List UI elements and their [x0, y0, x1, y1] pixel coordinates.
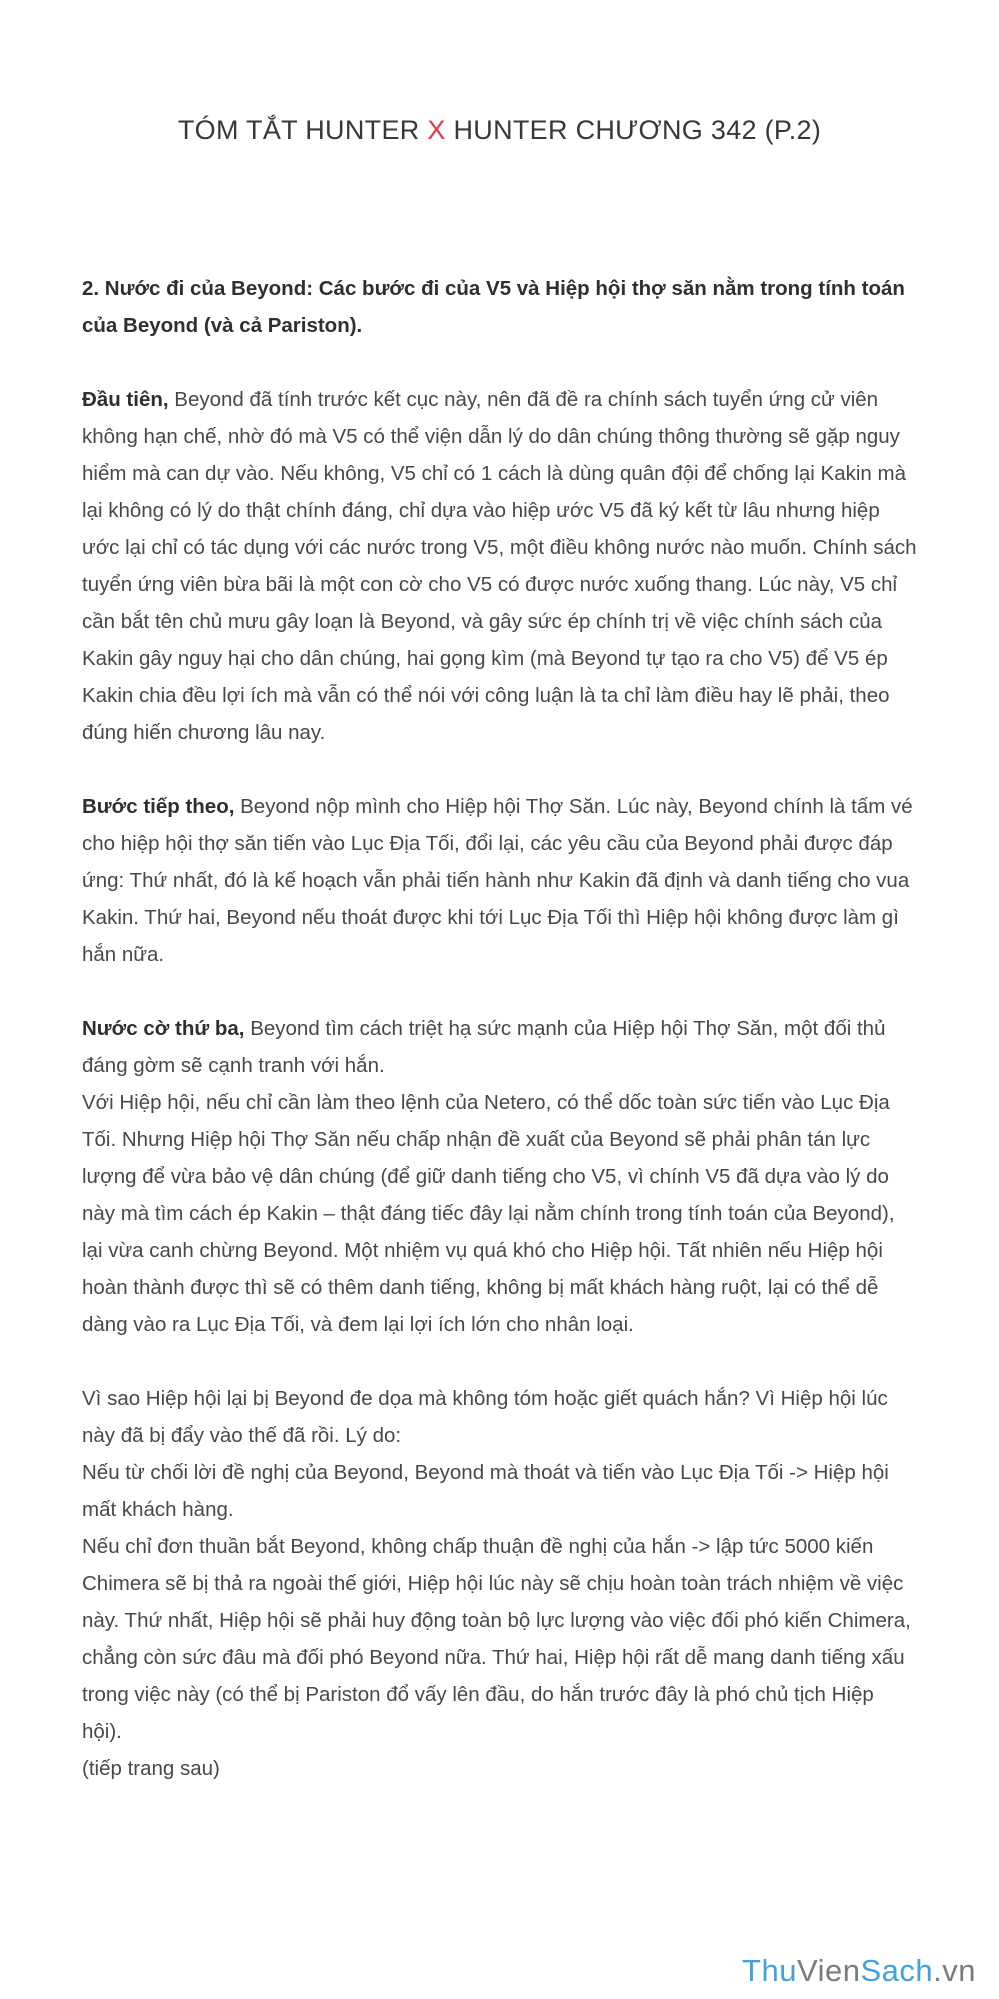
paragraph-next-step [82, 788, 918, 973]
paragraph-first-move-lead: Đầu tiên, [82, 388, 169, 411]
article-body [82, 270, 918, 1787]
paragraph-third-move-text-a: Beyond tìm cách triệt hạ sức mạnh của Hiệp hội Thợ Săn, một đối thủ đáng gờm sẽ cạnh tranh với hắn. [82, 1017, 886, 1077]
to-be-continued-note: (tiếp trang sau) [82, 1757, 220, 1780]
paragraph-why-threatened [82, 1380, 918, 1787]
paragraph-why-threatened-text-a: Vì sao Hiệp hội lại bị Beyond đe dọa mà không tóm hoặc giết quách hắn? Vì Hiệp hội lúc này đã bị đẩy vào thế đã rồi. Lý do: [82, 1387, 888, 1447]
page-title-pre: TÓM TẮT HUNTER [177, 115, 428, 145]
paragraph-next-step-lead: Bước tiếp theo, [82, 795, 235, 818]
page-title [20, 112, 979, 148]
logo-part-vien: Vien [796, 1953, 861, 1988]
paragraph-third-move [82, 1010, 918, 1343]
paragraph-first-move-text: Beyond đã tính trước kết cục này, nên đã đề ra chính sách tuyển ứng cử viên không hạn chế, nhờ đó mà V5 có thể viện dẫn lý do dân chúng thông thường sẽ gặp nguy hiểm mà can dự vào. Nếu không, V5 chỉ có 1 cách là dùng quân đội để chống lại Kakin mà lại không có lý do thật chính đáng, chỉ dựa vào hiệp ước V5 đã ký kết từ lâu nhưng hiệp ước lại chỉ có tác dụng với các nước trong V5, một điều không nước nào muốn. Chính sách tuyển ứng viên bừa bãi là một con cờ cho V5 có được nước xuống thang. Lúc này, V5 chỉ cần bắt tên chủ mưu gây loạn là Beyond, và gây sức ép chính trị về việc chính sách của Kakin gây nguy hại cho dân chúng, hai gọng kìm (mà Beyond tự tạo ra cho V5) để V5 ép Kakin chia đều lợi ích mà vẫn có thể nói với công luận là ta chỉ làm điều hay lẽ phải, theo đúng hiến chương lâu nay. [82, 388, 917, 744]
paragraph-third-move-text-b: Với Hiệp hội, nếu chỉ cần làm theo lệnh của Netero, có thể dốc toàn sức tiến vào Lục Địa Tối. Nhưng Hiệp hội Thợ Săn nếu chấp nhận đề xuất của Beyond sẽ phải phân tán lực lượng để vừa bảo vệ dân chúng (để giữ danh tiếng cho V5, vì chính V5 đã dựa vào lý do này mà tìm cách ép Kakin – thật đáng tiếc đây lại nằm chính trong tính toán của Beyond), lại vừa canh chừng Beyond. Một nhiệm vụ quá khó cho Hiệp hội. Tất nhiên nếu Hiệp hội hoàn thành được thì sẽ có thêm danh tiếng, không bị mất khách hàng ruột, lại có thể dễ dàng vào ra Lục Địa Tối, và đem lại lợi ích lớn cho nhân loại. [82, 1091, 895, 1336]
page-title-x-red: X [427, 115, 446, 145]
section-heading: 2. Nước đi của Beyond: Các bước đi của V5 và Hiệp hội thợ săn nằm trong tính toán của Beyond (và cả Pariston). [82, 277, 905, 337]
paragraph-first-move [82, 381, 918, 751]
paragraph-why-threatened-text-b: Nếu từ chối lời đề nghị của Beyond, Beyond mà thoát và tiến vào Lục Địa Tối -> Hiệp hội mất khách hàng. [82, 1461, 889, 1521]
paragraph-third-move-lead: Nước cờ thứ ba, [82, 1017, 245, 1040]
page-title-post: HUNTER CHƯƠNG 342 (P.2) [445, 115, 822, 145]
logo-part-sach: Sach [860, 1953, 934, 1988]
paragraph-next-step-text: Beyond nộp mình cho Hiệp hội Thợ Săn. Lúc này, Beyond chính là tấm vé cho hiệp hội thợ săn tiến vào Lục Địa Tối, đổi lại, các yêu cầu của Beyond phải được đáp ứng: Thứ nhất, đó là kế hoạch vẫn phải tiến hành như Kakin đã định và danh tiếng cho vua Kakin. Thứ hai, Beyond nếu thoát được khi tới Lục Địa Tối thì Hiệp hội không được làm gì hắn nữa. [82, 795, 913, 966]
paragraph-why-threatened-text-c: Nếu chỉ đơn thuần bắt Beyond, không chấp thuận đề nghị của hắn -> lập tức 5000 kiến Chimera sẽ bị thả ra ngoài thế giới, Hiệp hội lúc này sẽ chịu hoàn toàn trách nhiệm về việc này. Thứ nhất, Hiệp hội sẽ phải huy động toàn bộ lực lượng vào việc đối phó kiến Chimera, chẳng còn sức đâu mà đối phó Beyond nữa. Thứ hai, Hiệp hội rất dễ mang danh tiếng xấu trong việc này (có thể bị Pariston đổ vấy lên đầu, do hắn trước đây là phó chủ tịch Hiệp hội). [82, 1535, 911, 1743]
logo-part-vn: .vn [933, 1953, 976, 1988]
document-page [0, 112, 999, 1988]
logo-part-thu: Thu [742, 1953, 797, 1988]
thuviensach-logo [742, 1953, 976, 1989]
